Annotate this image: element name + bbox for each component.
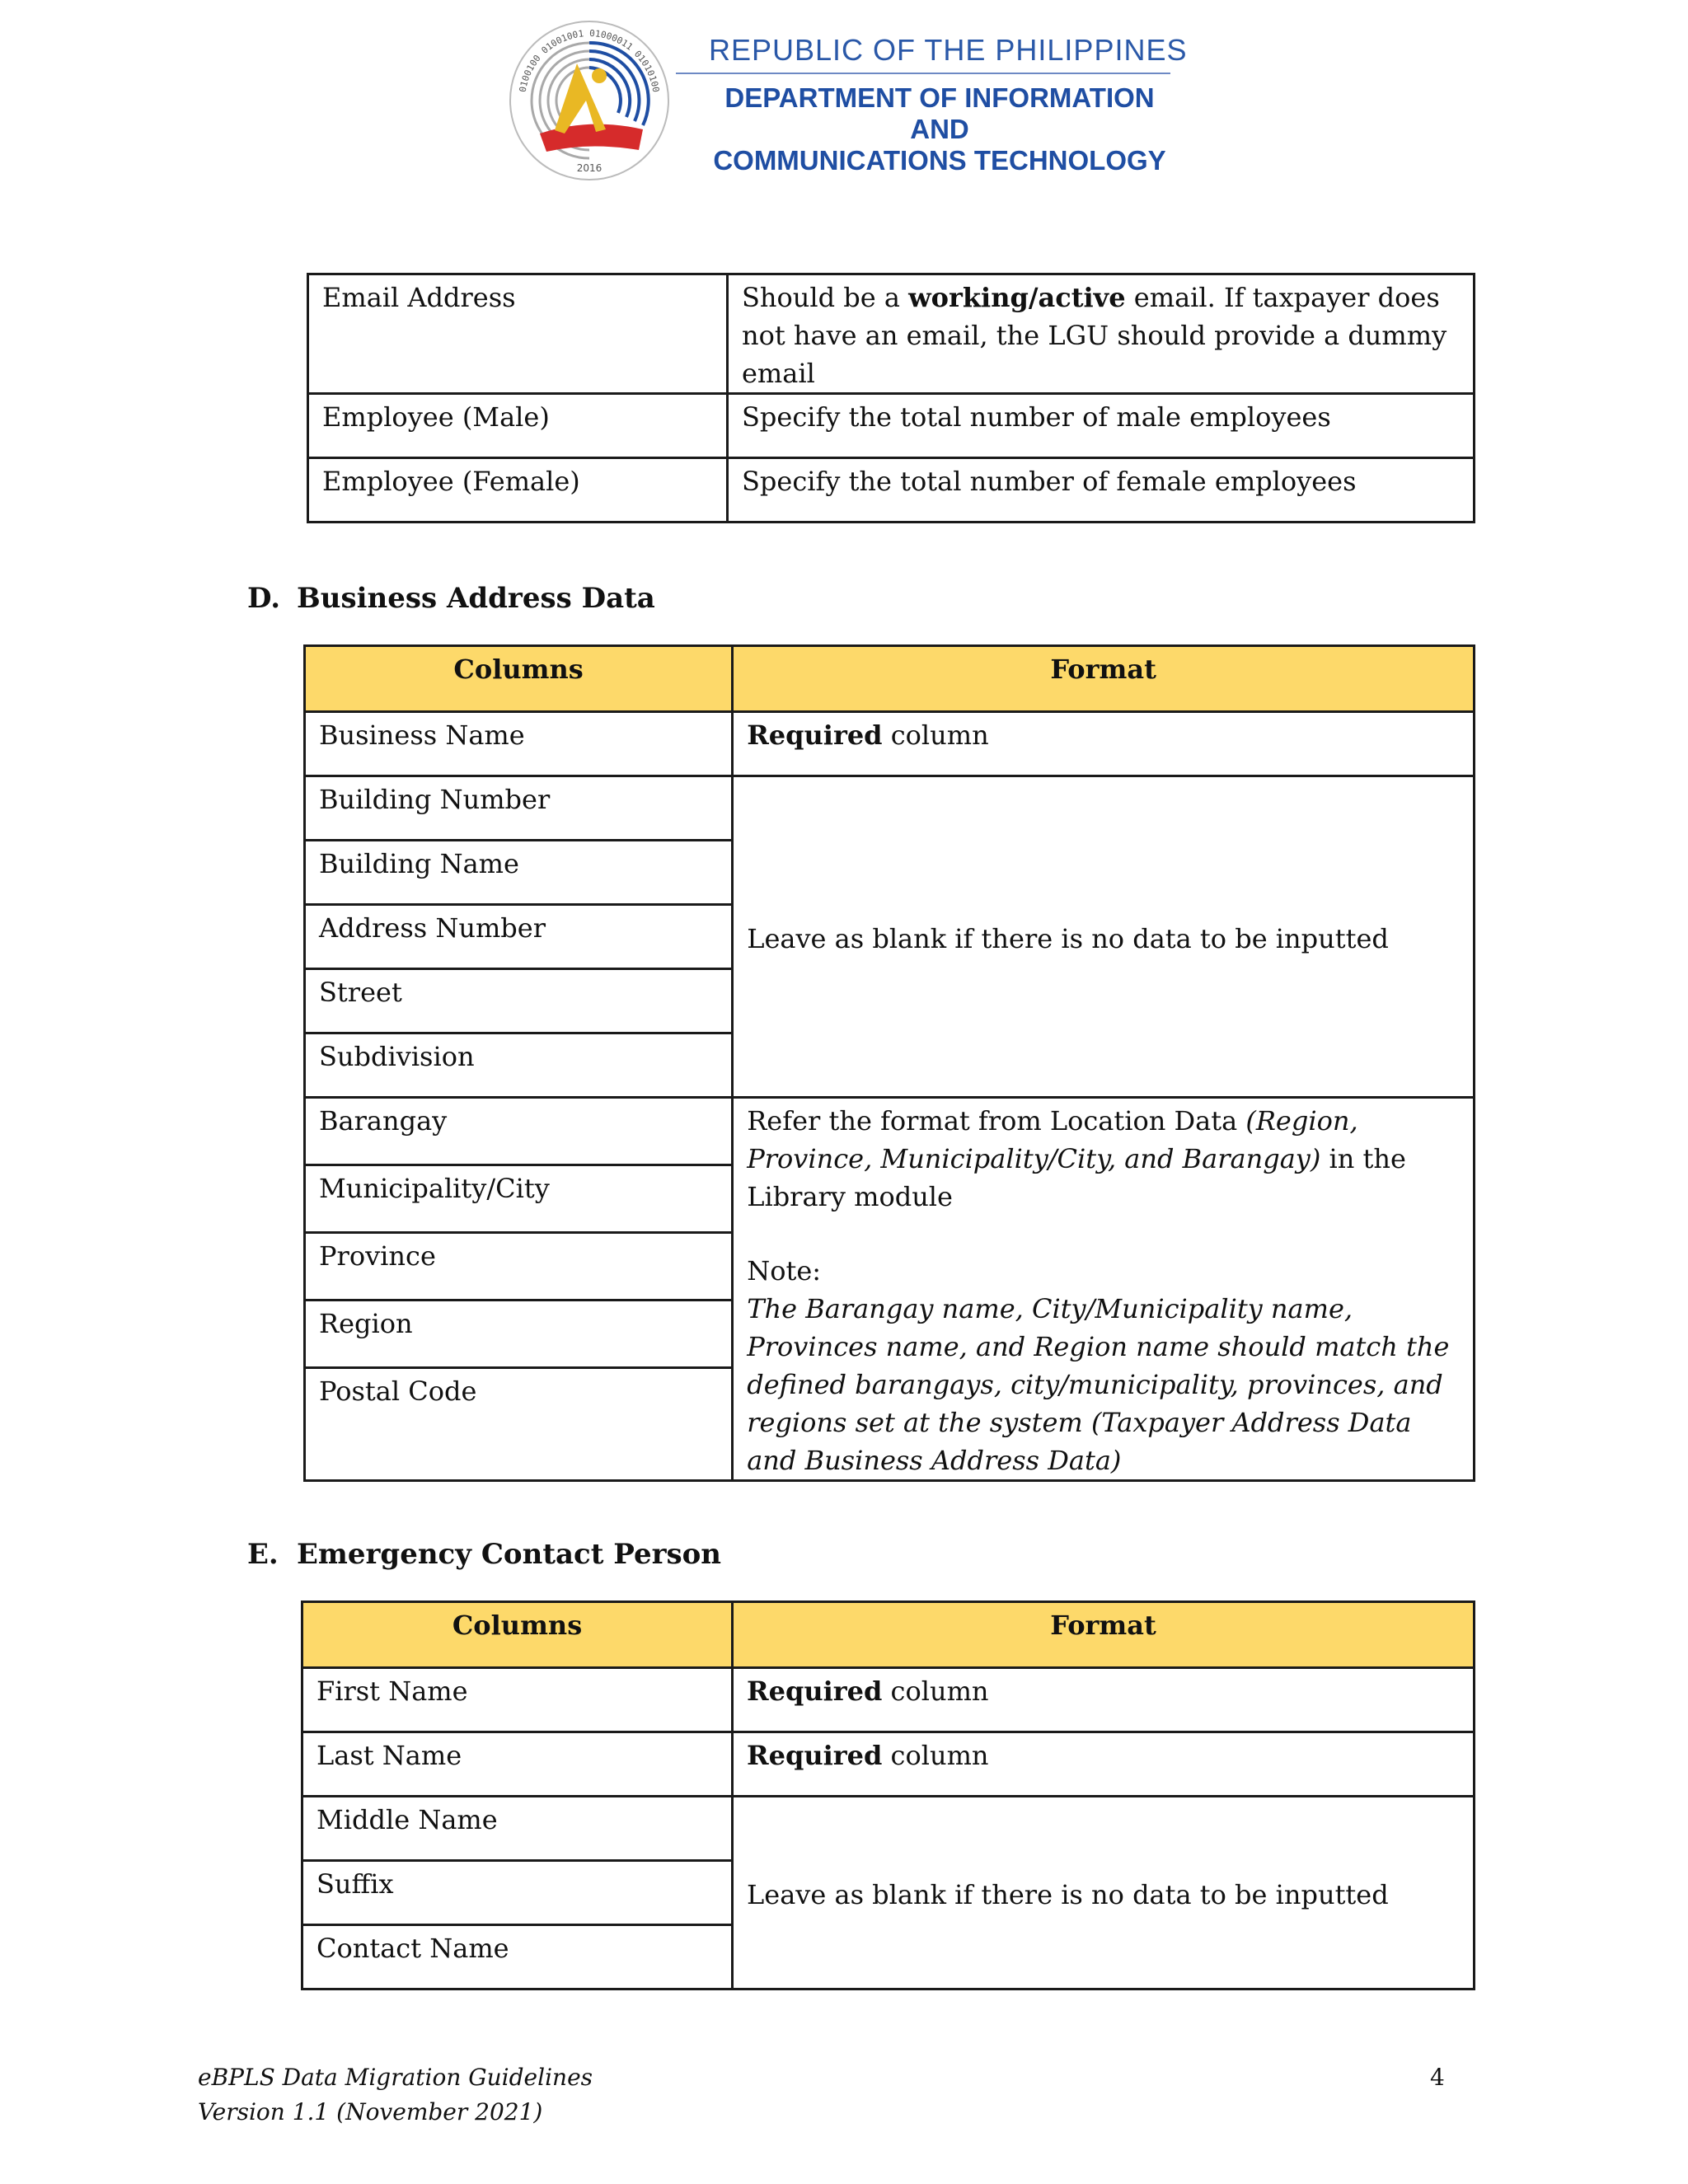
header-divider — [676, 73, 1170, 74]
table-cell: Required column — [733, 1732, 1475, 1797]
table-cell: Employee (Male) — [308, 394, 728, 458]
table-cell: Email Address — [308, 274, 728, 394]
table-cell: Leave as blank if there is no data to be inputted — [733, 776, 1475, 1098]
column-header-columns: Columns — [302, 1602, 733, 1668]
table-cell: First Name — [302, 1668, 733, 1732]
table-cell: Should be a working/active email. If taxpayer does not have an email, the LGU should provide a dummy email — [727, 274, 1474, 394]
section-d-heading: D. Business Address Data — [247, 582, 655, 615]
column-header-format: Format — [733, 646, 1475, 712]
table-cell: Street — [305, 969, 733, 1033]
footer-doc-title: eBPLS Data Migration Guidelines — [198, 2064, 593, 2091]
table-cell: Last Name — [302, 1732, 733, 1797]
table-cell: Contact Name — [302, 1925, 733, 1990]
page-footer — [198, 2060, 593, 2130]
svg-text:2016: 2016 — [576, 162, 603, 174]
table-cell: Refer the format from Location Data (Region, Province, Municipality/City, and Barangay) in the Library module Note: The Barangay name, City/Municipality name, Provinces name, and Region name should match the defined barangays, city/municipality, provinces, and regions set at the system (Taxpayer Address Data and Business Address Data) — [733, 1098, 1475, 1481]
dict-seal-logo — [507, 18, 672, 183]
table-cell: Region — [305, 1301, 733, 1368]
table-cell: Business Name — [305, 712, 733, 776]
table-cell: Building Number — [305, 776, 733, 841]
table-cell: Postal Code — [305, 1368, 733, 1481]
footer-version: Version 1.1 (November 2021) — [198, 2098, 543, 2125]
table-cell: Middle Name — [302, 1797, 733, 1861]
table-cell: Province — [305, 1233, 733, 1301]
page-number: 4 — [1430, 2064, 1445, 2091]
table-cell: Required column — [733, 1668, 1475, 1732]
table-cell: Address Number — [305, 905, 733, 969]
department-title: DEPARTMENT OF INFORMATION AND COMMUNICATIONS TECHNOLOGY — [713, 82, 1166, 176]
business-address-table — [303, 644, 1475, 1482]
employee-email-table — [307, 273, 1475, 523]
table-cell: Suffix — [302, 1861, 733, 1925]
table-cell: Barangay — [305, 1098, 733, 1165]
column-header-columns: Columns — [305, 646, 733, 712]
table-cell: Leave as blank if there is no data to be inputted — [733, 1797, 1475, 1990]
table-cell: Required column — [733, 712, 1475, 776]
table-cell: Subdivision — [305, 1033, 733, 1098]
table-cell: Municipality/City — [305, 1165, 733, 1233]
emergency-contact-table — [301, 1601, 1475, 1990]
table-cell: Specify the total number of male employees — [727, 394, 1474, 458]
table-cell: Employee (Female) — [308, 458, 728, 523]
section-e-heading: E. Emergency Contact Person — [247, 1538, 722, 1571]
svg-text:0100100 01001001 01000011 0101: 0100100 01001001 01000011 01010100 — [517, 27, 662, 93]
republic-title: REPUBLIC OF THE PHILIPPINES — [709, 33, 1188, 67]
column-header-format: Format — [733, 1602, 1475, 1668]
table-cell: Building Name — [305, 841, 733, 905]
table-cell: Specify the total number of female employees — [727, 458, 1474, 523]
letterhead — [507, 18, 1188, 183]
